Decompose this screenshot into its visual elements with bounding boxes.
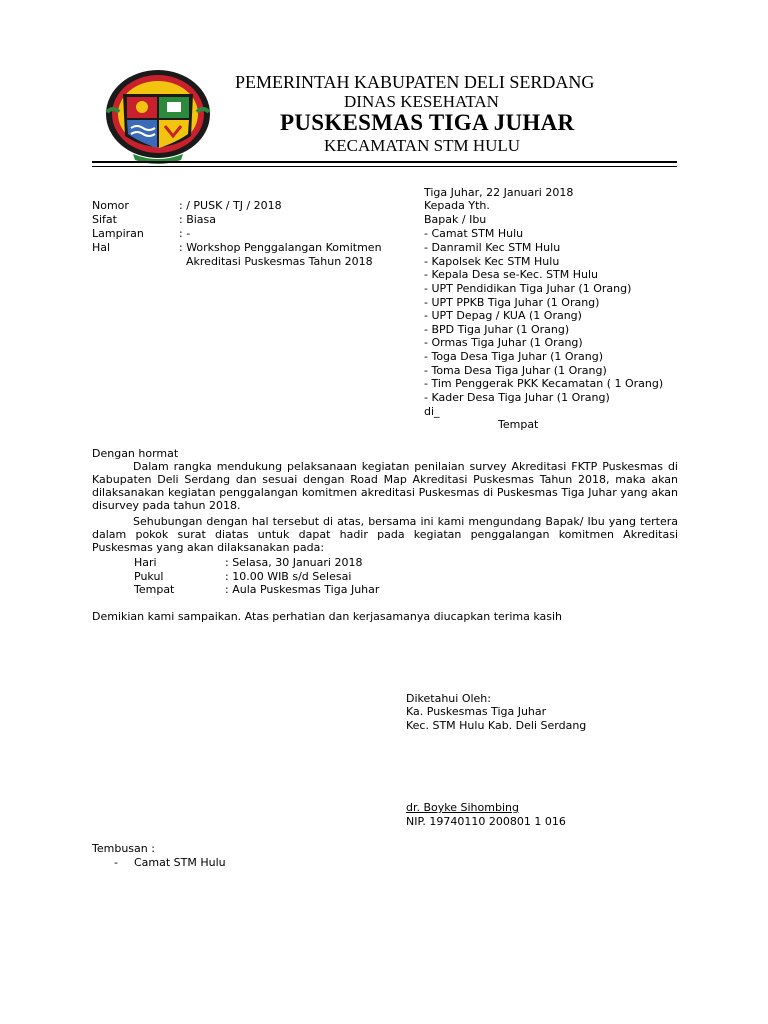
recipient-item: - UPT PPKB Tiga Juhar (1 Orang) xyxy=(424,296,600,309)
recipient-item: - Kepala Desa se-Kec. STM Hulu xyxy=(424,268,599,281)
sifat-value: : Biasa xyxy=(179,213,217,226)
tembusan-item: Camat STM Hulu xyxy=(134,856,226,869)
recipient-di: di_ xyxy=(424,405,440,418)
recipient-item: - Kapolsek Kec STM Hulu xyxy=(424,255,560,268)
schedule-venue-label: Tempat xyxy=(134,583,175,596)
sifat-label: Sifat xyxy=(92,213,117,226)
tembusan-bullet: - xyxy=(114,856,118,869)
nomor-value: : / PUSK / TJ / 2018 xyxy=(179,199,282,212)
recipient-item: - Kader Desa Tiga Juhar (1 Orang) xyxy=(424,391,610,404)
signatory-name: dr. Boyke Sihombing xyxy=(406,801,519,814)
recipient-item: - Camat STM Hulu xyxy=(424,227,524,240)
schedule-venue-value: : Aula Puskesmas Tiga Juhar xyxy=(225,583,380,596)
greeting: Dengan hormat xyxy=(92,447,179,460)
recipient-place: Tempat xyxy=(498,418,539,431)
closing-sentence: Demikian kami sampaikan. Atas perhatian dan kerjasamanya diucapkan terima kasih xyxy=(92,610,563,623)
recipient-item: - UPT Pendidikan Tiga Juhar (1 Orang) xyxy=(424,282,632,295)
recipient-salutation: Bapak / Ibu xyxy=(424,213,487,226)
hal-value: : Workshop Penggalangan Komitmen xyxy=(179,241,382,254)
regency-crest-icon xyxy=(103,66,213,166)
hal-value-continued: Akreditasi Puskesmas Tahun 2018 xyxy=(186,255,373,268)
signature-position-location: Kec. STM Hulu Kab. Deli Serdang xyxy=(406,719,587,732)
place-date: Tiga Juhar, 22 Januari 2018 xyxy=(424,186,574,199)
lampiran-label: Lampiran xyxy=(92,227,144,240)
signature-position: Ka. Puskesmas Tiga Juhar xyxy=(406,705,547,718)
recipient-item: - BPD Tiga Juhar (1 Orang) xyxy=(424,323,570,336)
nomor-label: Nomor xyxy=(92,199,129,212)
letterhead-divider-thick xyxy=(92,161,677,163)
letterhead-district: KECAMATAN STM HULU xyxy=(324,136,521,155)
schedule-day-label: Hari xyxy=(134,556,157,569)
recipient-item: - Tim Penggerak PKK Kecamatan ( 1 Orang) xyxy=(424,377,664,390)
hal-label: Hal xyxy=(92,241,111,254)
schedule-day-value: : Selasa, 30 Januari 2018 xyxy=(225,556,363,569)
tembusan-label: Tembusan : xyxy=(92,842,155,855)
signatory-nip: NIP. 19740110 200801 1 016 xyxy=(406,815,566,828)
recipient-item: - UPT Depag / KUA (1 Orang) xyxy=(424,309,582,322)
letterhead-institution: PUSKESMAS TIGA JUHAR xyxy=(280,110,575,135)
recipient-intro: Kepada Yth. xyxy=(424,199,490,212)
letterhead-department: DINAS KESEHATAN xyxy=(344,92,499,111)
recipient-item: - Danramil Kec STM Hulu xyxy=(424,241,561,254)
signature-known-by: Diketahui Oleh: xyxy=(406,692,491,705)
schedule-time-label: Pukul xyxy=(134,570,164,583)
recipient-item: - Toga Desa Tiga Juhar (1 Orang) xyxy=(424,350,604,363)
letterhead-divider-thin xyxy=(92,166,677,167)
lampiran-value: : - xyxy=(179,227,191,240)
letterhead-government: PEMERINTAH KABUPATEN DELI SERDANG xyxy=(235,72,595,92)
paragraph-opening: Dalam rangka mendukung pelaksanaan kegiatan penilaian survey Akreditasi FKTP Puskesmas di Kabupaten Deli Serdang dan sesuai dengan Road Map Akreditasi Puskesmas Tahun 2018, maka akan dilaksanakan kegiatan penggalangan komitmen akreditasi Puskesmas di Puskesmas Tiga Juhar yang akan disurvey pada tahun 2018. xyxy=(92,460,678,512)
recipient-item: - Ormas Tiga Juhar (1 Orang) xyxy=(424,336,583,349)
paragraph-invitation: Sehubungan dengan hal tersebut di atas, bersama ini kami mengundang Bapak/ Ibu yang tertera dalam pokok surat diatas untuk dapat hadir pada kegiatan penggalangan komitmen Akreditasi Puskesmas yang akan dilaksanakan pada: xyxy=(92,515,678,554)
recipient-item: - Toma Desa Tiga Juhar (1 Orang) xyxy=(424,364,607,377)
schedule-time-value: : 10.00 WIB s/d Selesai xyxy=(225,570,352,583)
